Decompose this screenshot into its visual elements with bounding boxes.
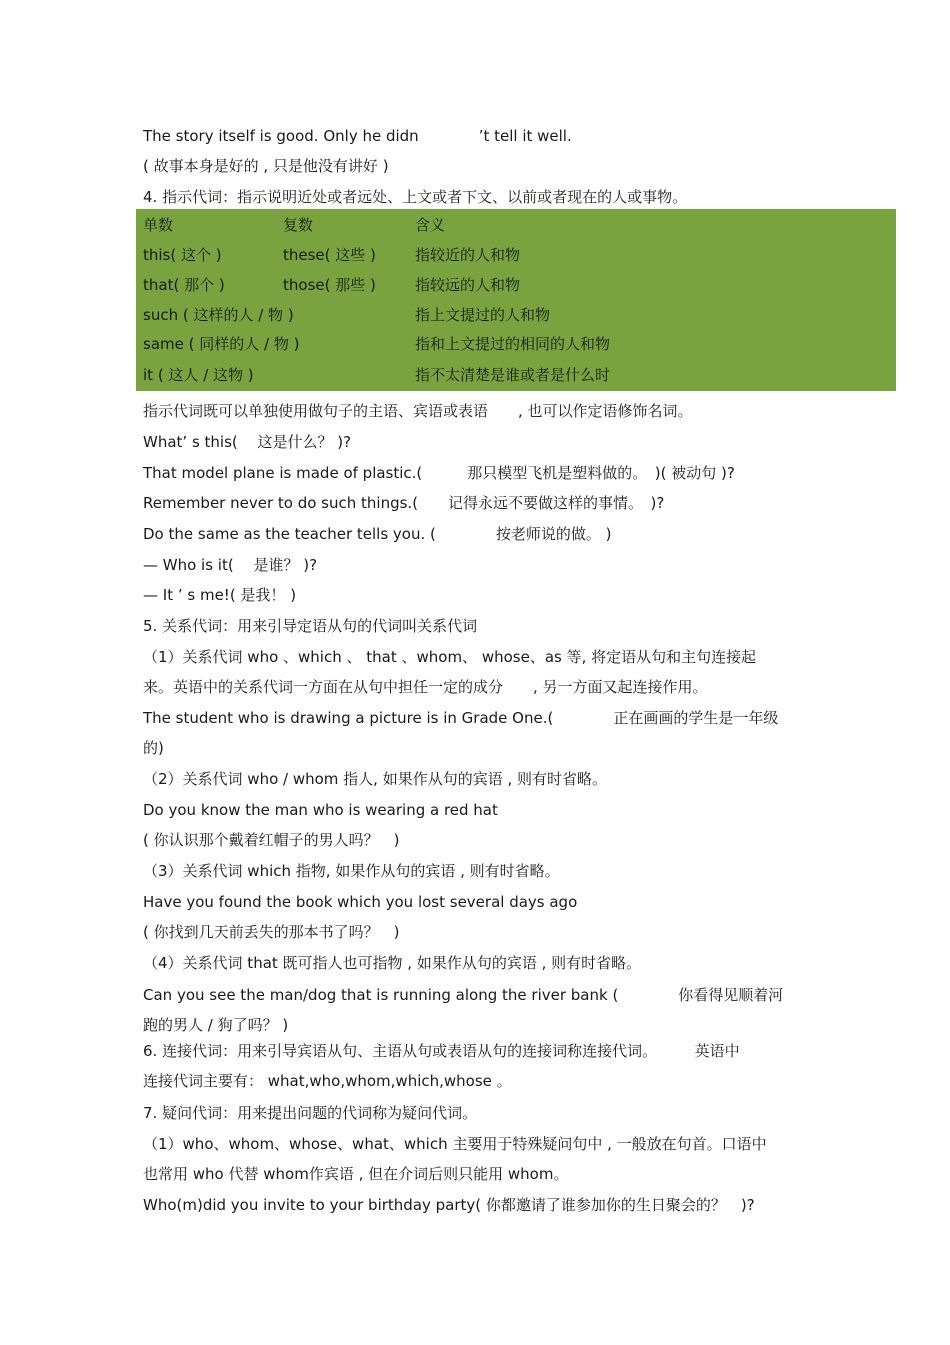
table-cell: 指较远的人和物 <box>415 276 521 294</box>
text-line: The student who is drawing a picture is in Grade One.( 正在画画的学生是一年级 <box>143 709 779 727</box>
demonstrative-pronoun-table <box>136 209 896 391</box>
text-line: 指示代词既可以单独使用做句子的主语、宾语或表语 , 也可以作定语修饰名词。 <box>143 402 693 420</box>
table-header-singular: 单数 <box>143 216 174 234</box>
text-line: 连接代词主要有： what,who,whom,which,whose 。 <box>143 1072 512 1090</box>
text-line: — It ’ s me!( 是我！ ) <box>143 586 297 604</box>
text-line: （3）关系代词 which 指物, 如果作从句的宾语 , 则有时省略。 <box>143 862 560 880</box>
text-line: （2）关系代词 who / whom 指人, 如果作从句的宾语 , 则有时省略。 <box>143 770 608 788</box>
text-line: ( 故事本身是好的 , 只是他没有讲好 ) <box>143 157 389 175</box>
table-cell: such ( 这样的人 / 物 ) <box>143 306 294 324</box>
table-cell: these( 这些 ) <box>283 246 376 264</box>
text-line: ( 你认识那个戴着红帽子的男人吗？ ) <box>143 831 400 849</box>
text-line: Remember never to do such things.( 记得永远不要做这样的事情。 )? <box>143 494 665 512</box>
text-line: （1）关系代词 who 、which 、 that 、whom、 whose、as 等, 将定语从句和主句连接起 <box>143 648 757 666</box>
section-heading: 5. 关系代词：用来引导定语从句的代词叫关系代词 <box>143 617 478 635</box>
table-cell: 指和上文提过的相同的人和物 <box>415 335 611 353</box>
section-heading: 6. 连接代词：用来引导宾语从句、主语从句或表语从句的连接词称连接代词。 英语中 <box>143 1042 740 1060</box>
text-line: ( 你找到几天前丢失的那本书了吗？ ) <box>143 923 400 941</box>
table-cell: 指不太清楚是谁或者是什么时 <box>415 366 611 384</box>
text-line: Do the same as the teacher tells you. ( 按老师说的做。 ) <box>143 525 612 543</box>
table-header-plural: 复数 <box>283 216 314 234</box>
text-line: What’ s this( 这是什么？ )? <box>143 433 352 451</box>
table-cell: those( 那些 ) <box>283 276 376 294</box>
text-line: （4）关系代词 that 既可指人也可指物 , 如果作从句的宾语 , 则有时省略。 <box>143 954 642 972</box>
text-line: 也常用 who 代替 whom作宾语 , 但在介词后则只能用 whom。 <box>143 1165 569 1183</box>
table-cell: this( 这个 ) <box>143 246 222 264</box>
text-line: Have you found the book which you lost several days ago <box>143 893 578 911</box>
text-line: The story itself is good. Only he didn ’t tell it well. <box>143 127 572 145</box>
table-header-meaning: 含义 <box>415 216 446 234</box>
section-heading: 4. 指示代词：指示说明近处或者远处、上文或者下文、以前或者现在的人或事物。 <box>143 188 688 206</box>
section-heading: 7. 疑问代词：用来提出问题的代词称为疑问代词。 <box>143 1104 478 1122</box>
text-line: 的) <box>143 739 164 757</box>
text-line: 来。英语中的关系代词一方面在从句中担任一定的成分 , 另一方面又起连接作用。 <box>143 678 708 696</box>
text-line: — Who is it( 是谁？ )? <box>143 556 318 574</box>
table-cell: it ( 这人 / 这物 ) <box>143 366 254 384</box>
text-line: That model plane is made of plastic.( 那只模型飞机是塑料做的。 )( 被动句 )? <box>143 464 735 482</box>
text-line: Can you see the man/dog that is running along the river bank ( 你看得见顺着河 <box>143 986 784 1004</box>
table-cell: that( 那个 ) <box>143 276 225 294</box>
table-cell: same ( 同样的人 / 物 ) <box>143 335 300 353</box>
text-line: Do you know the man who is wearing a red hat <box>143 801 498 819</box>
text-line: 跑的男人 / 狗了吗？ ) <box>143 1016 289 1034</box>
table-cell: 指上文提过的人和物 <box>415 306 551 324</box>
text-line: （1）who、whom、whose、what、which 主要用于特殊疑问句中 , 一般放在句首。口语中 <box>143 1135 767 1153</box>
table-cell: 指较近的人和物 <box>415 246 521 264</box>
text-line: Who(m)did you invite to your birthday party( 你都邀请了谁参加你的生日聚会的？ )? <box>143 1196 755 1214</box>
